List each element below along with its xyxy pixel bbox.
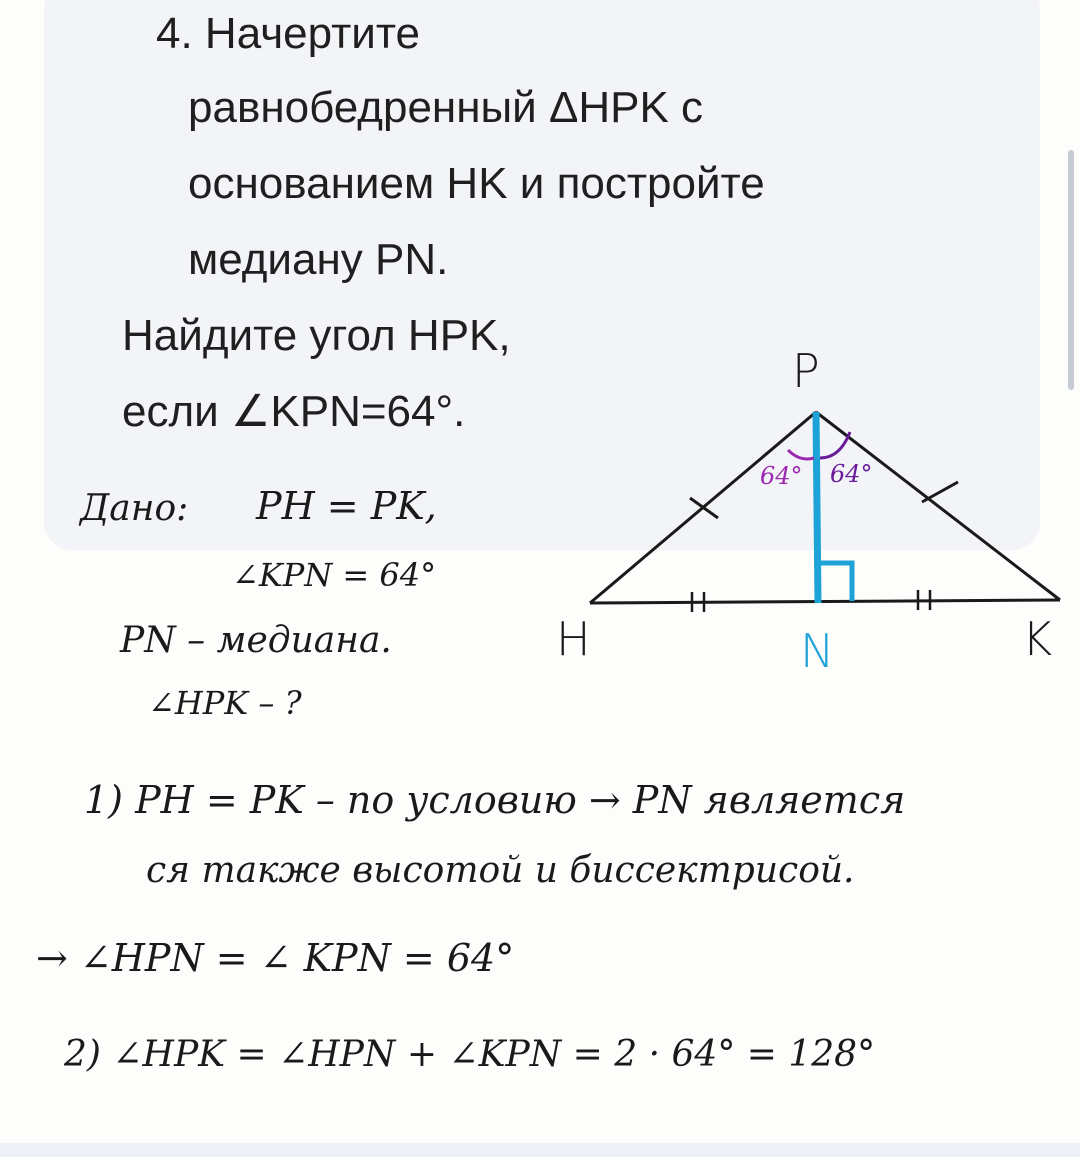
task-line-1: 4. Начертите bbox=[156, 9, 420, 58]
task-line-6: если ∠KPN=64°. bbox=[122, 387, 466, 436]
base-hk bbox=[590, 600, 1060, 603]
tick-mark-pk bbox=[922, 482, 958, 502]
task-line-5: Найдите угол HPK, bbox=[122, 311, 511, 360]
vertex-label-p: P bbox=[792, 344, 820, 398]
solution-step2: 2) ∠HPK = ∠HPN + ∠KPN = 2 · 64° = 128° bbox=[64, 1034, 876, 1075]
task-line-2: равнобедренный ΔHPK с bbox=[188, 83, 704, 132]
solution-step1-line1: 1) PH = PK – по условию → PN является bbox=[84, 778, 906, 822]
solution-step1-line2: ся также высотой и биссектрисой. bbox=[146, 850, 855, 891]
given-find: ∠HPK – ? bbox=[148, 684, 302, 722]
given-label: Дано: bbox=[80, 488, 189, 529]
solution-step1-line3: → ∠HPN = ∠ KPN = 64° bbox=[36, 936, 515, 980]
vertex-label-h: H bbox=[556, 612, 591, 666]
vertex-label-n: N bbox=[800, 624, 835, 678]
given-eq-1: PH = PK, bbox=[256, 484, 437, 528]
vertex-label-k: K bbox=[1022, 612, 1053, 666]
median-pn bbox=[816, 412, 818, 603]
given-eq-3: PN – медиана. bbox=[120, 620, 392, 661]
task-line-4: медиану PN. bbox=[188, 235, 449, 284]
angle-label-left: 64° bbox=[760, 462, 803, 490]
right-angle-mark bbox=[818, 563, 852, 601]
task-line-3: основанием HK и постройте bbox=[188, 159, 765, 208]
angle-arc-left bbox=[788, 450, 814, 459]
angle-label-right: 64° bbox=[830, 460, 873, 488]
given-eq-2: ∠KPN = 64° bbox=[232, 556, 437, 594]
